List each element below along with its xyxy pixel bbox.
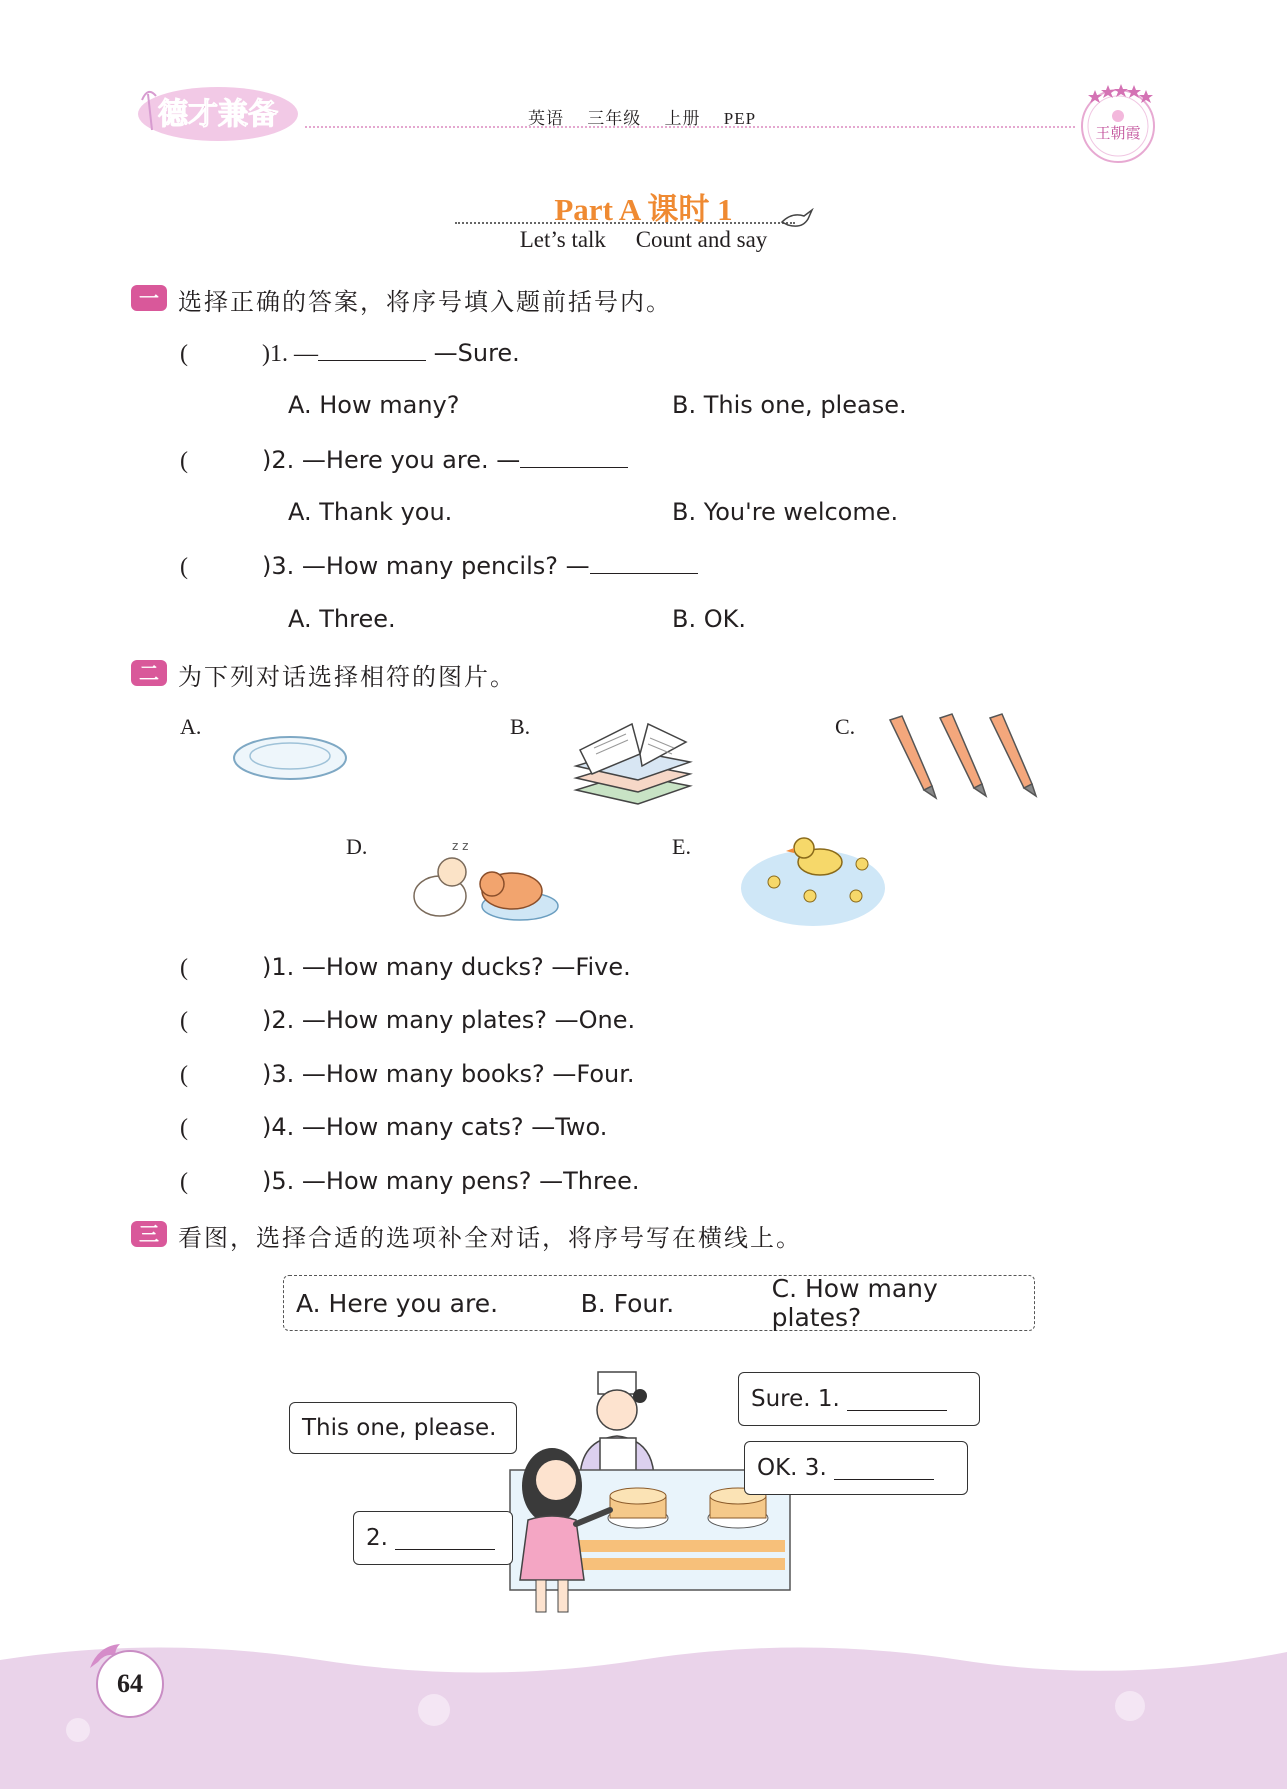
s2-question-1: ( )1. —How many ducks? —Five. bbox=[180, 953, 631, 981]
s2-question-3: ( )3. —How many books? —Four. bbox=[180, 1060, 635, 1088]
page-subtitle bbox=[0, 227, 1287, 253]
speech-bubble-girl: This one, please. bbox=[289, 1402, 517, 1454]
svg-text:王朝霞: 王朝霞 bbox=[1095, 124, 1141, 142]
header-info bbox=[528, 104, 774, 129]
s1-question-2: ( )2. —Here you are. — bbox=[180, 445, 628, 475]
s1-q3-option-a: A. Three. bbox=[288, 605, 396, 633]
speech-bubble-sure: Sure. 1. bbox=[738, 1372, 980, 1426]
section-2-instruction: 为下列对话选择相符的图片。 bbox=[178, 663, 516, 691]
s2-question-2: ( )2. —How many plates? —One. bbox=[180, 1006, 636, 1034]
page-title: Part A 课时 1 bbox=[554, 192, 733, 227]
pic-label-d: D. bbox=[346, 834, 368, 859]
s1-question-3: ( )3. —How many pencils? — bbox=[180, 551, 698, 581]
options-box bbox=[283, 1275, 1035, 1331]
speech-bubble-two: 2. bbox=[353, 1511, 513, 1565]
section-1-instruction: 选择正确的答案，将序号填入题前括号内。 bbox=[178, 288, 672, 316]
section-2-badge: 二 bbox=[131, 660, 167, 686]
s1-q3-option-b: B. OK. bbox=[672, 605, 746, 633]
answer-blank-2[interactable] bbox=[395, 1527, 495, 1550]
answer-blank[interactable] bbox=[520, 445, 628, 468]
pic-label-e: E. bbox=[672, 834, 691, 859]
section-1-badge: 一 bbox=[131, 285, 167, 311]
answer-blank[interactable] bbox=[590, 551, 698, 574]
grade: 三年级 bbox=[587, 109, 642, 128]
s2-question-5: ( )5. —How many pens? —Three. bbox=[180, 1167, 640, 1195]
svg-text:德才兼备: 德才兼备 bbox=[158, 97, 278, 132]
author-seal bbox=[1075, 80, 1161, 166]
s2-question-4: ( )4. —How many cats? —Two. bbox=[180, 1113, 608, 1141]
subtitle-talk: Let’s talk bbox=[519, 227, 606, 252]
brand-logo bbox=[130, 82, 300, 144]
pic-label-b: B. bbox=[510, 714, 531, 739]
pic-label-a: A. bbox=[180, 714, 202, 739]
volume: 上册 bbox=[664, 109, 701, 128]
plate-image bbox=[230, 730, 350, 785]
answer-blank-1[interactable] bbox=[847, 1388, 947, 1411]
s1-q1-option-a: A. How many? bbox=[288, 391, 460, 419]
pens-image bbox=[880, 712, 1040, 804]
books-image bbox=[570, 712, 695, 814]
option-c: C. How many plates? bbox=[771, 1274, 938, 1332]
title-divider bbox=[455, 222, 795, 224]
s1-q2-option-b: B. You're welcome. bbox=[672, 498, 899, 526]
pic-label-c: C. bbox=[835, 714, 856, 739]
cats-image bbox=[400, 836, 560, 926]
section-3-badge: 三 bbox=[131, 1221, 167, 1247]
ducks-image bbox=[738, 826, 888, 930]
s1-q1-option-b: B. This one, please. bbox=[672, 391, 907, 419]
edition: PEP bbox=[723, 109, 757, 128]
subject: 英语 bbox=[528, 109, 564, 128]
answer-blank-3[interactable] bbox=[834, 1457, 934, 1480]
subtitle-count: Count and say bbox=[635, 227, 768, 252]
section-3-instruction: 看图，选择合适的选项补全对话，将序号写在横线上。 bbox=[178, 1224, 802, 1252]
page-number: 64 bbox=[96, 1650, 164, 1718]
option-b: B. Four. bbox=[580, 1288, 675, 1318]
option-a: A. Here you are. bbox=[296, 1288, 499, 1318]
footer-wave bbox=[0, 1630, 1287, 1789]
svg-text:z z: z z bbox=[452, 839, 469, 853]
s1-question-1: ( )1. — —Sure. bbox=[180, 339, 520, 367]
answer-blank[interactable] bbox=[318, 338, 426, 361]
s1-q2-option-a: A. Thank you. bbox=[288, 498, 453, 526]
speech-bubble-ok: OK. 3. bbox=[744, 1441, 968, 1495]
